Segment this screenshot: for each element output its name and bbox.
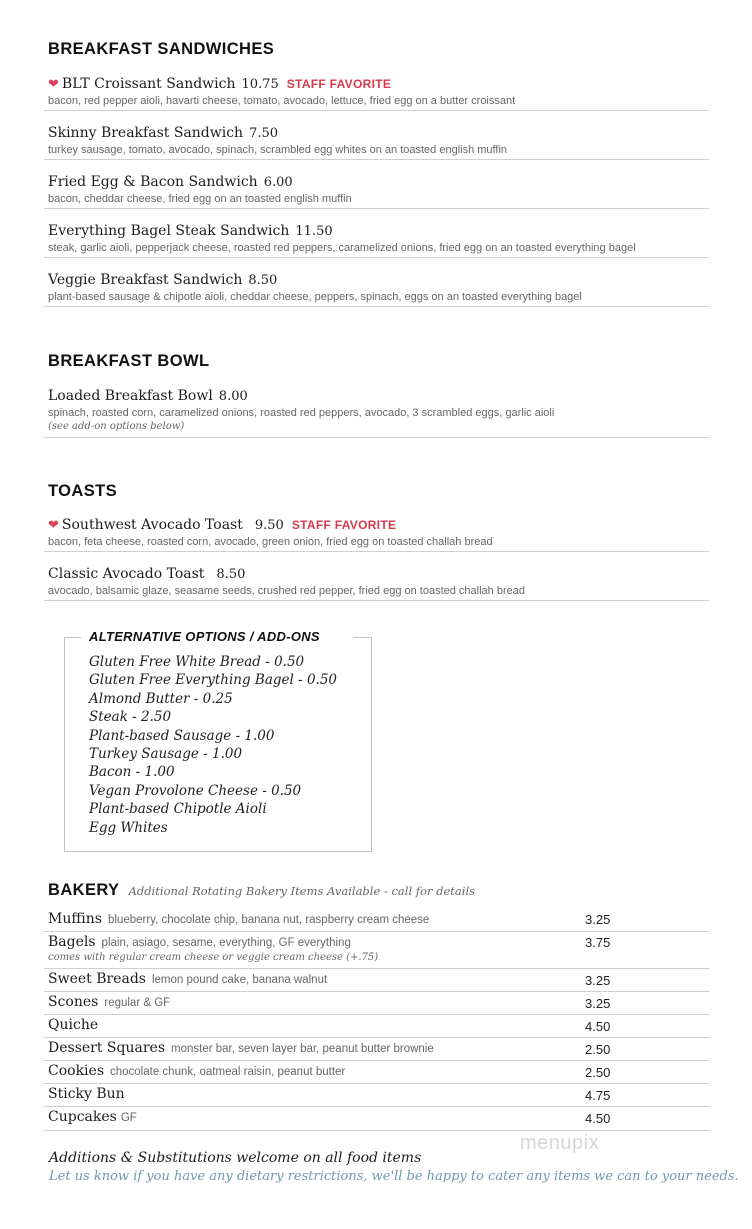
bakery-item-desc: regular & GF xyxy=(104,997,171,1009)
section-title-breakfast-bowl: BREAKFAST BOWL xyxy=(48,352,210,370)
bakery-row xyxy=(44,1038,710,1061)
bakery-row xyxy=(44,1107,710,1131)
bakery-item-desc: GF xyxy=(120,1112,137,1124)
addons-list xyxy=(89,653,337,837)
addon-item: Vegan Provolone Cheese - 0.50 xyxy=(89,782,302,799)
menu-item xyxy=(44,75,709,111)
menu-item xyxy=(44,222,709,258)
bakery-item-name: Bagels xyxy=(48,934,96,950)
watermark-logo: menupix xyxy=(520,1132,600,1154)
bakery-item-desc: monster bar, seven layer bar, peanut butter brownie xyxy=(171,1043,434,1055)
menu-item xyxy=(44,124,709,160)
footer-note: Additions & Substitutions welcome on all food items xyxy=(49,1150,422,1166)
item-name: Loaded Breakfast Bowl xyxy=(48,388,213,404)
item-price: 8.00 xyxy=(218,389,248,404)
addon-item: Turkey Sausage - 1.00 xyxy=(89,746,243,763)
bakery-item-price: 2.50 xyxy=(585,1042,611,1057)
bakery-item-desc: blueberry, chocolate chip, banana nut, raspberry cream cheese xyxy=(107,914,430,926)
item-price: 9.50 xyxy=(254,518,284,533)
bakery-item-desc: plain, asiago, sesame, everything, GF everything xyxy=(101,937,351,949)
bakery-item-name: Sweet Breads xyxy=(48,971,146,987)
bakery-item-price: 3.25 xyxy=(585,973,611,988)
menu-item xyxy=(44,173,709,209)
addon-item: Steak - 2.50 xyxy=(89,709,172,726)
addon-item: Plant-based Chipotle Aioli xyxy=(89,801,267,818)
bakery-item-name: Cupcakes xyxy=(48,1109,117,1125)
addon-item: Plant-based Sausage - 1.00 xyxy=(89,727,275,744)
menu-item xyxy=(44,271,709,307)
bakery-item-price: 3.75 xyxy=(585,935,611,950)
section-title-bakery: BAKERY xyxy=(48,881,120,899)
heart-icon: ❤ xyxy=(48,518,59,533)
addon-item: Egg Whites xyxy=(89,819,168,836)
item-name: Southwest Avocado Toast xyxy=(61,517,243,533)
item-description: bacon, feta cheese, roasted corn, avocado, green onion, fried egg on toasted challah bread xyxy=(48,536,493,548)
item-price: 7.50 xyxy=(249,126,279,141)
bakery-item-desc: lemon pound cake, banana walnut xyxy=(151,974,328,986)
addons-box xyxy=(64,629,372,852)
bakery-row xyxy=(44,969,710,992)
section-title-breakfast-sandwiches: BREAKFAST SANDWICHES xyxy=(48,40,275,58)
item-price: 8.50 xyxy=(248,273,278,288)
bakery-row xyxy=(44,909,710,932)
addon-item: Gluten Free White Bread - 0.50 xyxy=(89,654,305,670)
bakery-row xyxy=(44,932,710,969)
bakery-row xyxy=(44,1015,710,1038)
menu-item xyxy=(44,516,709,552)
addons-title: ALTERNATIVE OPTIONS / ADD-ONS xyxy=(89,629,320,644)
item-description: spinach, roasted corn, caramelized onions, roasted red peppers, avocado, 3 scrambled eggs, garlic aioli xyxy=(48,407,555,419)
menu-item xyxy=(44,565,709,601)
bakery-item-price: 3.25 xyxy=(585,912,611,927)
bakery-item-price: 4.50 xyxy=(585,1111,611,1126)
bakery-row xyxy=(44,992,710,1015)
item-price: 11.50 xyxy=(295,224,333,239)
item-price: 8.50 xyxy=(216,567,246,582)
item-description: bacon, red pepper aioli, havarti cheese, tomato, avocado, lettuce, fried egg on a butter croissant xyxy=(48,95,516,107)
item-description: turkey sausage, tomato, avocado, spinach, scrambled egg whites on an toasted english muffin xyxy=(48,144,508,156)
heart-icon: ❤ xyxy=(48,77,59,92)
bakery-subtitle: Additional Rotating Bakery Items Available - call for details xyxy=(128,884,476,898)
item-name: Skinny Breakfast Sandwich xyxy=(48,125,244,141)
bakery-item-desc: chocolate chunk, oatmeal raisin, peanut butter xyxy=(110,1066,346,1078)
item-name: Classic Avocado Toast xyxy=(48,566,205,582)
addon-item: Gluten Free Everything Bagel - 0.50 xyxy=(89,672,338,689)
bakery-item-name: Sticky Bun xyxy=(48,1086,125,1102)
section-title-toasts: TOASTS xyxy=(48,482,118,500)
bakery-header xyxy=(48,880,475,900)
staff-favorite-badge: STAFF FAVORITE xyxy=(291,518,397,532)
bakery-item-note: comes with regular cream cheese or veggie cream cheese (+.75) xyxy=(48,952,379,963)
bakery-item-name: Scones xyxy=(48,994,99,1010)
item-description: bacon, cheddar cheese, fried egg on an toasted english muffin xyxy=(48,193,352,205)
staff-favorite-badge: STAFF FAVORITE xyxy=(286,77,392,91)
menu-item xyxy=(44,387,709,438)
item-description: avocado, balsamic glaze, seasame seeds, crushed red pepper, fried egg on toasted challah bread xyxy=(48,585,525,597)
item-description: plant-based sausage & chipotle aioli, cheddar cheese, peppers, spinach, eggs on an toasted everything bagel xyxy=(48,291,582,303)
item-name: Everything Bagel Steak Sandwich xyxy=(48,223,290,239)
bakery-item-name: Muffins xyxy=(48,911,102,927)
bakery-row xyxy=(44,1061,710,1084)
bakery-row xyxy=(44,1084,710,1107)
bakery-item-price: 4.75 xyxy=(585,1088,611,1103)
bakery-item-name: Quiche xyxy=(48,1017,99,1033)
item-description: steak, garlic aioli, pepperjack cheese, roasted red peppers, caramelized onions, fried egg on an toasted everything bagel xyxy=(48,242,636,254)
bakery-item-price: 3.25 xyxy=(585,996,611,1011)
item-note: (see add-on options below) xyxy=(48,421,185,432)
bakery-item-price: 2.50 xyxy=(585,1065,611,1080)
footer-dietary-note: Let us know if you have any dietary restrictions, we'll be happy to cater any items we can to your needs. xyxy=(49,1169,739,1184)
bakery-item-name: Dessert Squares xyxy=(48,1040,166,1056)
item-name: Veggie Breakfast Sandwich xyxy=(48,272,243,288)
item-price: 6.00 xyxy=(263,175,293,190)
item-price: 10.75 xyxy=(241,77,279,92)
addon-item: Bacon - 1.00 xyxy=(89,764,175,781)
item-name: Fried Egg & Bacon Sandwich xyxy=(48,174,258,190)
item-name: BLT Croissant Sandwich xyxy=(61,76,236,92)
bakery-item-price: 4.50 xyxy=(585,1019,611,1034)
addon-item: Almond Butter - 0.25 xyxy=(89,690,233,707)
bakery-item-name: Cookies xyxy=(48,1063,104,1079)
